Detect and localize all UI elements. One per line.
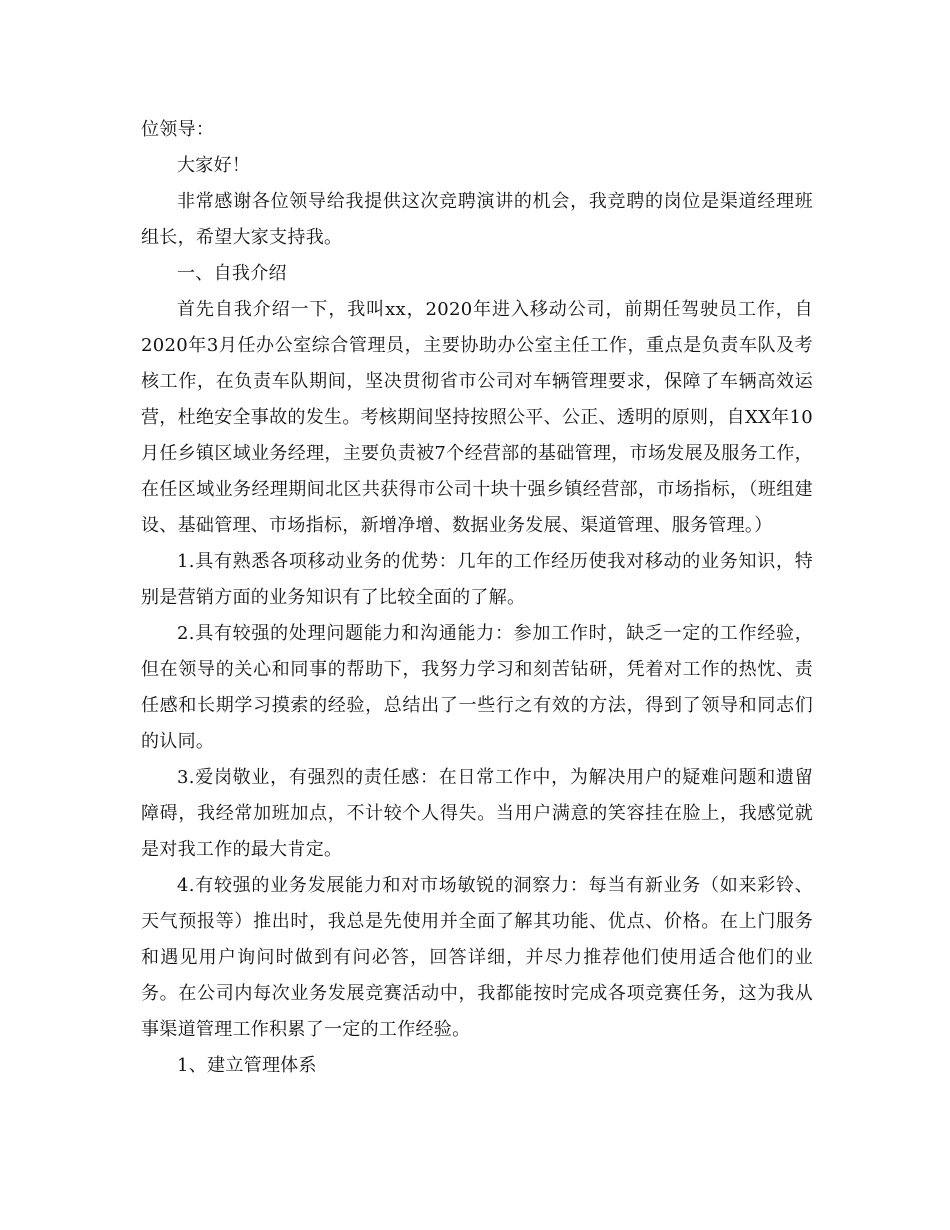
self-intro-paragraph: 首先自我介绍一下，我叫xx，2020年进入移动公司，前期任驾驶员工作，自2020年3月任办公室综合管理员，主要协助办公室主任工作，重点是负责车队及考核工作，在负责车队期间，坚决贯彻省市公司对车辆管理要求，保障了车辆高效运营，杜绝安全事故的发生。考核期间坚持按照公平、公正、透明的原则，自XX年10月任乡镇区域业务经理，主要负责被7个经营部的基础管理，市场发展及服务工作，在任区域业务经理期间北区共获得市公司十块十强乡镇经营部，市场指标，（班组建设、基础管理、市场指标，新增净增、数据业务发展、渠道管理、服务管理。） [141, 299, 813, 536]
opening-paragraph: 非常感谢各位领导给我提供这次竞聘演讲的机会，我竞聘的岗位是渠道经理班组长，希望大家支持我。 [141, 191, 813, 248]
salutation-line: 位领导： [141, 119, 215, 140]
strength-item-2: 2.具有较强的处理问题能力和沟通能力：参加工作时，缺乏一定的工作经验，但在领导的关心和同事的帮助下，我努力学习和刻苦钻研，凭着对工作的热忱、责任感和长期学习摸索的经验，总结出了一些行之有效的方法，得到了领导和同志们的认同。 [141, 623, 813, 752]
greeting: 大家好！ [177, 155, 251, 176]
strength-item-4: 4.有较强的业务发展能力和对市场敏锐的洞察力：每当有新业务（如来彩铃、天气预报等）推出时，我总是先使用并全面了解其功能、优点、价格。在上门服务和遇见用户询问时做到有问必答，回答详细，并尽力推荐他们使用适合他们的业务。在公司内每次业务发展竞赛活动中，我都能按时完成各项竞赛任务，这为我从事渠道管理工作积累了一定的工作经验。 [141, 875, 813, 1040]
document-body [141, 112, 813, 1084]
strength-item-3: 3.爱岗敬业，有强烈的责任感：在日常工作中，为解决用户的疑难问题和遗留障碍，我经常加班加点，不计较个人得失。当用户满意的笑容挂在脸上，我感觉就是对我工作的最大肯定。 [141, 767, 813, 860]
plan-heading-1: 1、建立管理体系 [177, 1055, 317, 1076]
strength-item-1: 1.具有熟悉各项移动业务的优势：几年的工作经历使我对移动的业务知识，特别是营销方面的业务知识有了比较全面的了解。 [141, 551, 813, 608]
section-heading-self-intro: 一、自我介绍 [177, 263, 287, 284]
